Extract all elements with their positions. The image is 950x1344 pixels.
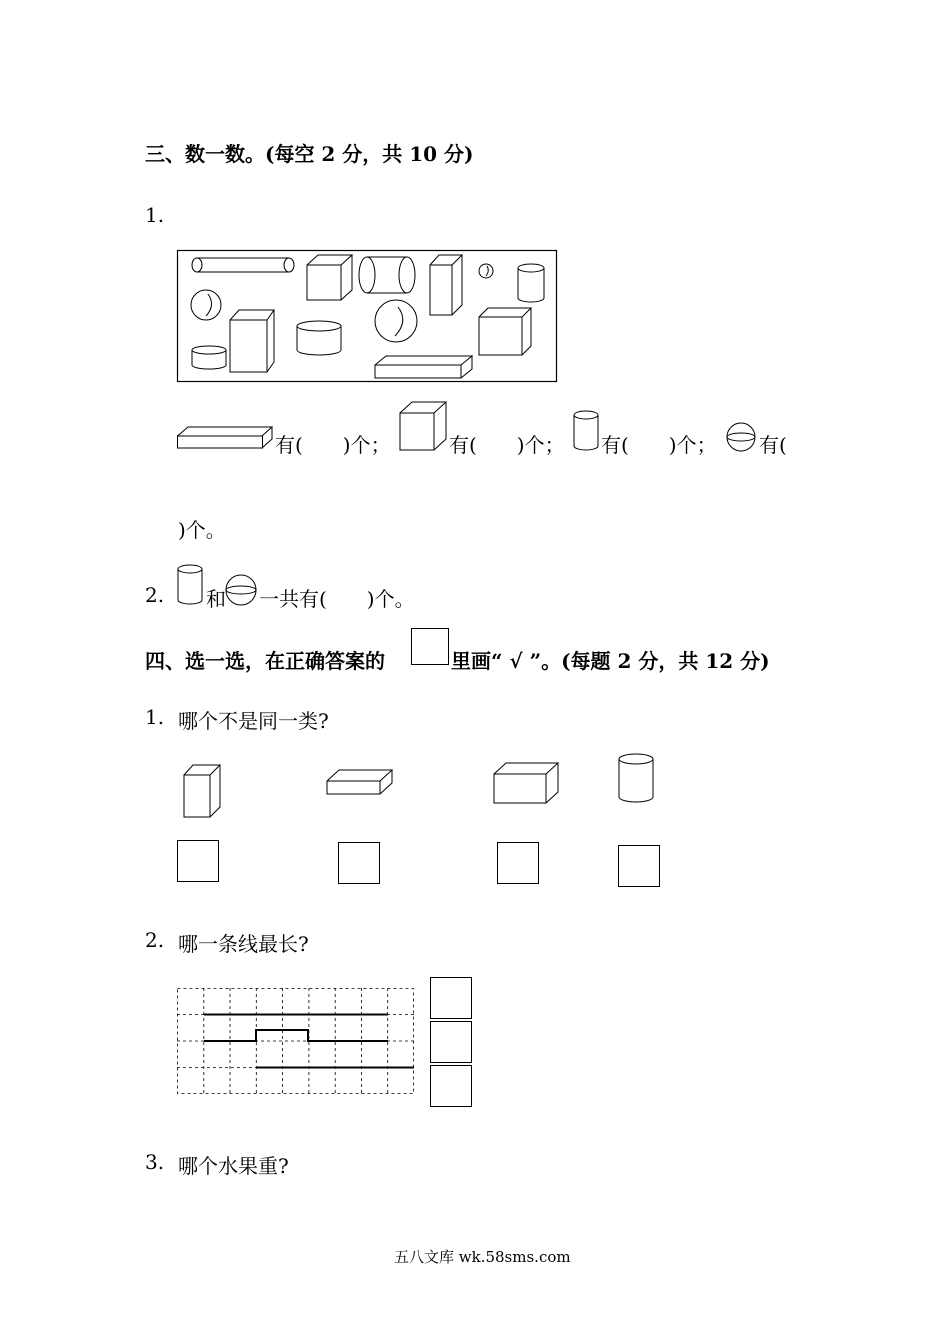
cylinder-shape: [192, 346, 226, 369]
sphere-shape: [479, 264, 493, 278]
heading-example-box: [411, 628, 449, 665]
tall-cuboid-option: [183, 762, 223, 820]
cube-icon: [399, 400, 449, 452]
s4-question-2-number: 2.: [145, 928, 165, 952]
answer-box-line-1[interactable]: [430, 977, 472, 1019]
answer-box-1[interactable]: [177, 840, 219, 882]
cuboid-option: [493, 761, 561, 806]
sphere-icon: [725, 424, 759, 452]
s4-question-1-text: 哪个不是同一类?: [178, 709, 329, 733]
page-footer: 五八文库 wk.58sms.com: [394, 1248, 571, 1266]
cylinder-shape: [297, 321, 341, 355]
question-1-number: 1.: [145, 203, 165, 227]
answer-box-2[interactable]: [338, 842, 380, 884]
line-grid-figure: [177, 988, 415, 1096]
line-b: [204, 1030, 388, 1041]
s4-question-2-text: 哪一条线最长?: [178, 932, 309, 956]
cylinder-count-blank: 有( )个；: [601, 433, 717, 457]
cuboid-shape: [230, 310, 274, 372]
sphere-icon: [225, 575, 259, 607]
cube-count-blank: 有( )个；: [449, 433, 565, 457]
total-count-blank: 一共有( )个。: [259, 587, 415, 611]
cube-shape: [479, 308, 531, 355]
cuboid-shape: [430, 255, 462, 315]
section-4-heading-start: 四、选一选，在正确答案的: [145, 649, 385, 673]
cuboid-count-blank: 有( )个；: [275, 433, 391, 457]
flat-cuboid-icon: [177, 425, 273, 451]
count-line-end: )个。: [178, 518, 226, 542]
answer-box-3[interactable]: [497, 842, 539, 884]
cylinder-shape: [359, 257, 415, 293]
flat-cuboid-option: [326, 767, 396, 797]
answer-box-4[interactable]: [618, 845, 660, 887]
and-label: 和: [206, 587, 226, 611]
answer-box-line-3[interactable]: [430, 1065, 472, 1107]
section-4-heading-end: 里画“ √ ”。(每题 2 分，共 12 分): [451, 649, 770, 673]
sphere-shape: [191, 290, 221, 320]
answer-box-line-2[interactable]: [430, 1021, 472, 1063]
cube-shape: [307, 255, 352, 300]
cylinder-shape: [518, 264, 544, 302]
section-3-heading: 三、数一数。(每空 2 分，共 10 分): [145, 142, 474, 166]
cylinder-icon: [176, 564, 206, 606]
cylinder-option: [617, 752, 657, 806]
cylinder-icon: [573, 410, 601, 452]
sphere-shape: [375, 300, 417, 342]
sphere-count-blank: 有(: [759, 433, 787, 457]
long-cylinder-shape: [192, 258, 294, 272]
shape-collection-figure: [177, 250, 559, 384]
s4-question-3-number: 3.: [145, 1150, 165, 1174]
flat-cuboid-shape: [375, 356, 472, 378]
question-2-number: 2.: [145, 583, 165, 607]
s4-question-1-number: 1.: [145, 705, 165, 729]
s4-question-3-text: 哪个水果重?: [178, 1154, 289, 1178]
